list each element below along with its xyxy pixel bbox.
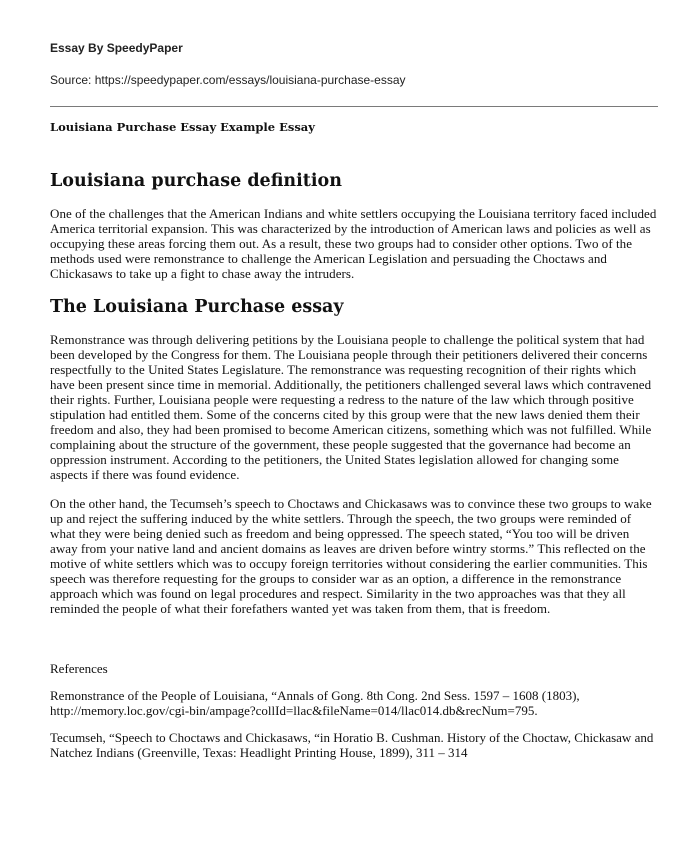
section-heading-essay: The Louisiana Purchase essay (50, 297, 344, 317)
document-title: Louisiana Purchase Essay Example Essay (50, 120, 315, 134)
paragraph-definition: One of the challenges that the American Indians and white settlers occupying the Louisiana territory faced included America territorial expansion. This was characterized by the introduction of American laws and policies as well as occupying these areas forcing them out. As a result, these two groups had to consider other options. Two of the methods used were remonstrance to challenge the American Legislation and persuading the Choctaws and Chickasaws to take up a fight to chase away the intruders. (50, 206, 657, 281)
section-heading-definition: Louisiana purchase definition (50, 171, 342, 191)
source-line: Source: https://speedypaper.com/essays/louisiana-purchase-essay (50, 73, 406, 87)
header-divider (50, 106, 658, 107)
paragraph-tecumseh: On the other hand, the Tecumseh’s speech to Choctaws and Chickasaws was to convince these two groups to wake up and reject the suffering induced by the white settlers. Through the speech, the two groups were reminded of what they were being denied such as freedom and being oppressed. The speech stated, “You too will be driven away from your native land and ancient domains as leaves are driven before wintry storms.” This reflected on the motive of white settlers which was to occupy foreign territories without considering the earlier communities. This speech was therefore requesting for the groups to consider war as an option, a difference in the remonstrance approach which was found on legal procedures and respect. Similarity in the two approaches was that they all reminded the people of what their forefathers wanted yet was taken from them, that is freedom. (50, 496, 652, 616)
references-heading: References (50, 661, 108, 676)
reference-item: Tecumseh, “Speech to Choctaws and Chickasaws, “in Horatio B. Cushman. History of the Choctaw, Chickasaw and Natchez Indians (Greenville, Texas: Headlight Printing House, 1899), 311 – 314 (50, 730, 654, 760)
reference-item: Remonstrance of the People of Louisiana, “Annals of Gong. 8th Cong. 2nd Sess. 1597 – 1608 (1803), http://memory.loc.gov/cgi-bin/ampage?collId=llac&fileName=014/llac014.db&recNum=795. (50, 688, 580, 718)
document-page (50, 40, 658, 760)
paragraph-remonstrance: Remonstrance was through delivering petitions by the Louisiana people to challenge the political system that had been developed by the Congress for them. The Louisiana people through their petitioners delivered their concerns respectfully to the United States Legislature. The remonstrance was requesting recognition of their rights which have been present since time in memorial. Additionally, the petitioners challenged several laws which contravened their rights. Further, Louisiana people were requesting a redress to the nature of the law which through positive stipulation had entitled them. Some of the concerns cited by this group were that the new laws denied them their freedom and also, they had been promised to become American citizens, something which was not fulfilled. While complaining about the structure of the government, these people suggested that the governance had become an oppression instrument. According to the petitioners, the United States legislation allowed for changing some aspects if there was found evidence. (50, 332, 652, 482)
brand-label: Essay By SpeedyPaper (50, 41, 183, 55)
